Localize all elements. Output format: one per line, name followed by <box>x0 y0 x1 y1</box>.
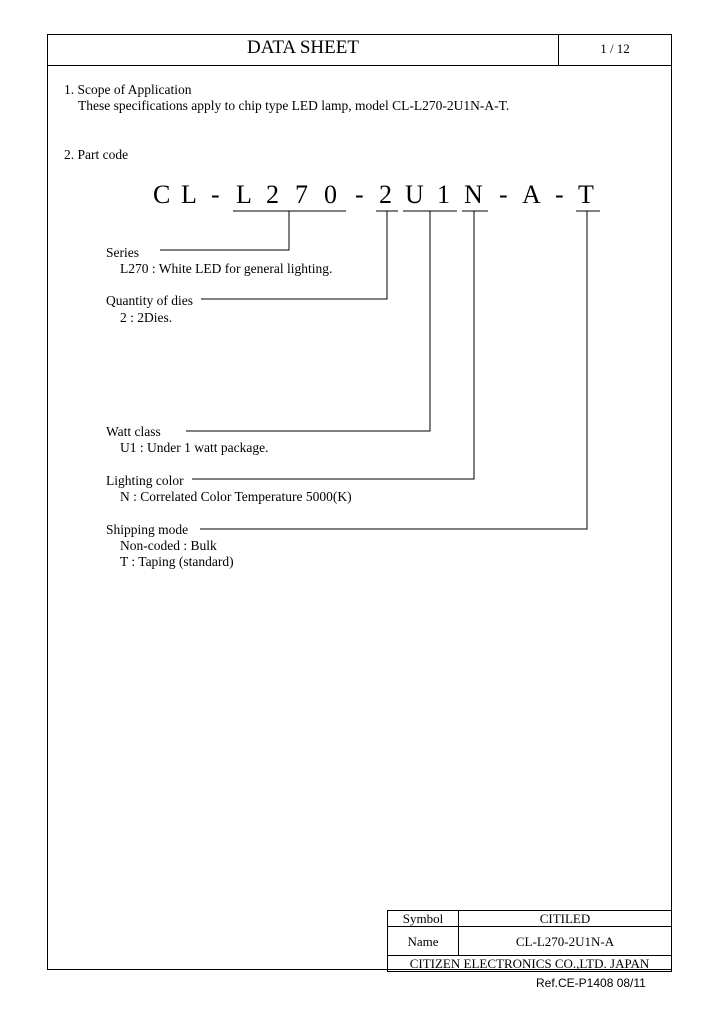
code-char-watt-u: U <box>405 180 424 209</box>
page-number: 1 / 12 <box>600 41 630 56</box>
color-desc: N : Correlated Color Temperature 5000(K) <box>120 489 352 504</box>
shipping-desc-taping: T : Taping (standard) <box>120 554 234 569</box>
dies-connector <box>201 211 387 299</box>
document-title: DATA SHEET <box>247 37 359 58</box>
code-char-watt-1: 1 <box>437 180 450 209</box>
scope-body: These specifications apply to chip type LED lamp, model CL-L270-2U1N-A-T. <box>78 98 510 113</box>
part-code-heading: 2. Part code <box>64 147 129 162</box>
name-row <box>388 927 672 956</box>
code-char-shipping: T <box>578 180 594 209</box>
color-label: Lighting color <box>106 473 184 488</box>
dies-desc: 2 : 2Dies. <box>120 310 173 325</box>
reference-number: Ref.CE-P1408 08/11 <box>536 976 646 990</box>
watt-connector <box>186 211 430 431</box>
name-label: Name <box>388 927 459 956</box>
code-char-series-l: L <box>236 180 252 209</box>
code-char-dash-4: - <box>555 180 564 209</box>
dies-label: Quantity of dies <box>106 293 193 308</box>
series-desc: L270 : White LED for general lighting. <box>120 261 333 276</box>
code-char-dash-1: - <box>211 180 220 209</box>
company-name: CITIZEN ELECTRONICS CO.,LTD. JAPAN <box>388 956 672 972</box>
code-char-series-0: 0 <box>324 180 337 209</box>
shipping-desc-bulk: Non-coded : Bulk <box>120 538 217 553</box>
info-table <box>387 910 672 972</box>
shipping-label: Shipping mode <box>106 522 189 537</box>
code-char-dies: 2 <box>379 180 392 209</box>
watt-desc: U1 : Under 1 watt package. <box>120 440 269 455</box>
code-char-l: L <box>181 180 197 209</box>
code-char-color: N <box>464 180 483 209</box>
symbol-row <box>388 911 672 927</box>
code-char-dash-2: - <box>355 180 364 209</box>
symbol-value: CITILED <box>459 911 672 927</box>
name-value: CL-L270-2U1N-A <box>459 927 672 956</box>
series-connector <box>160 211 289 250</box>
code-char-series-7: 7 <box>295 180 308 209</box>
color-connector <box>192 211 474 479</box>
scope-heading: 1. Scope of Application <box>64 82 192 97</box>
company-row <box>388 956 672 972</box>
code-char-series-2: 2 <box>266 180 279 209</box>
code-char-c: C <box>153 180 171 209</box>
watt-label: Watt class <box>106 424 161 439</box>
shipping-connector <box>200 211 587 529</box>
series-label: Series <box>106 245 139 260</box>
code-char-a: A <box>522 180 541 209</box>
code-char-dash-3: - <box>499 180 508 209</box>
symbol-label: Symbol <box>388 911 459 927</box>
